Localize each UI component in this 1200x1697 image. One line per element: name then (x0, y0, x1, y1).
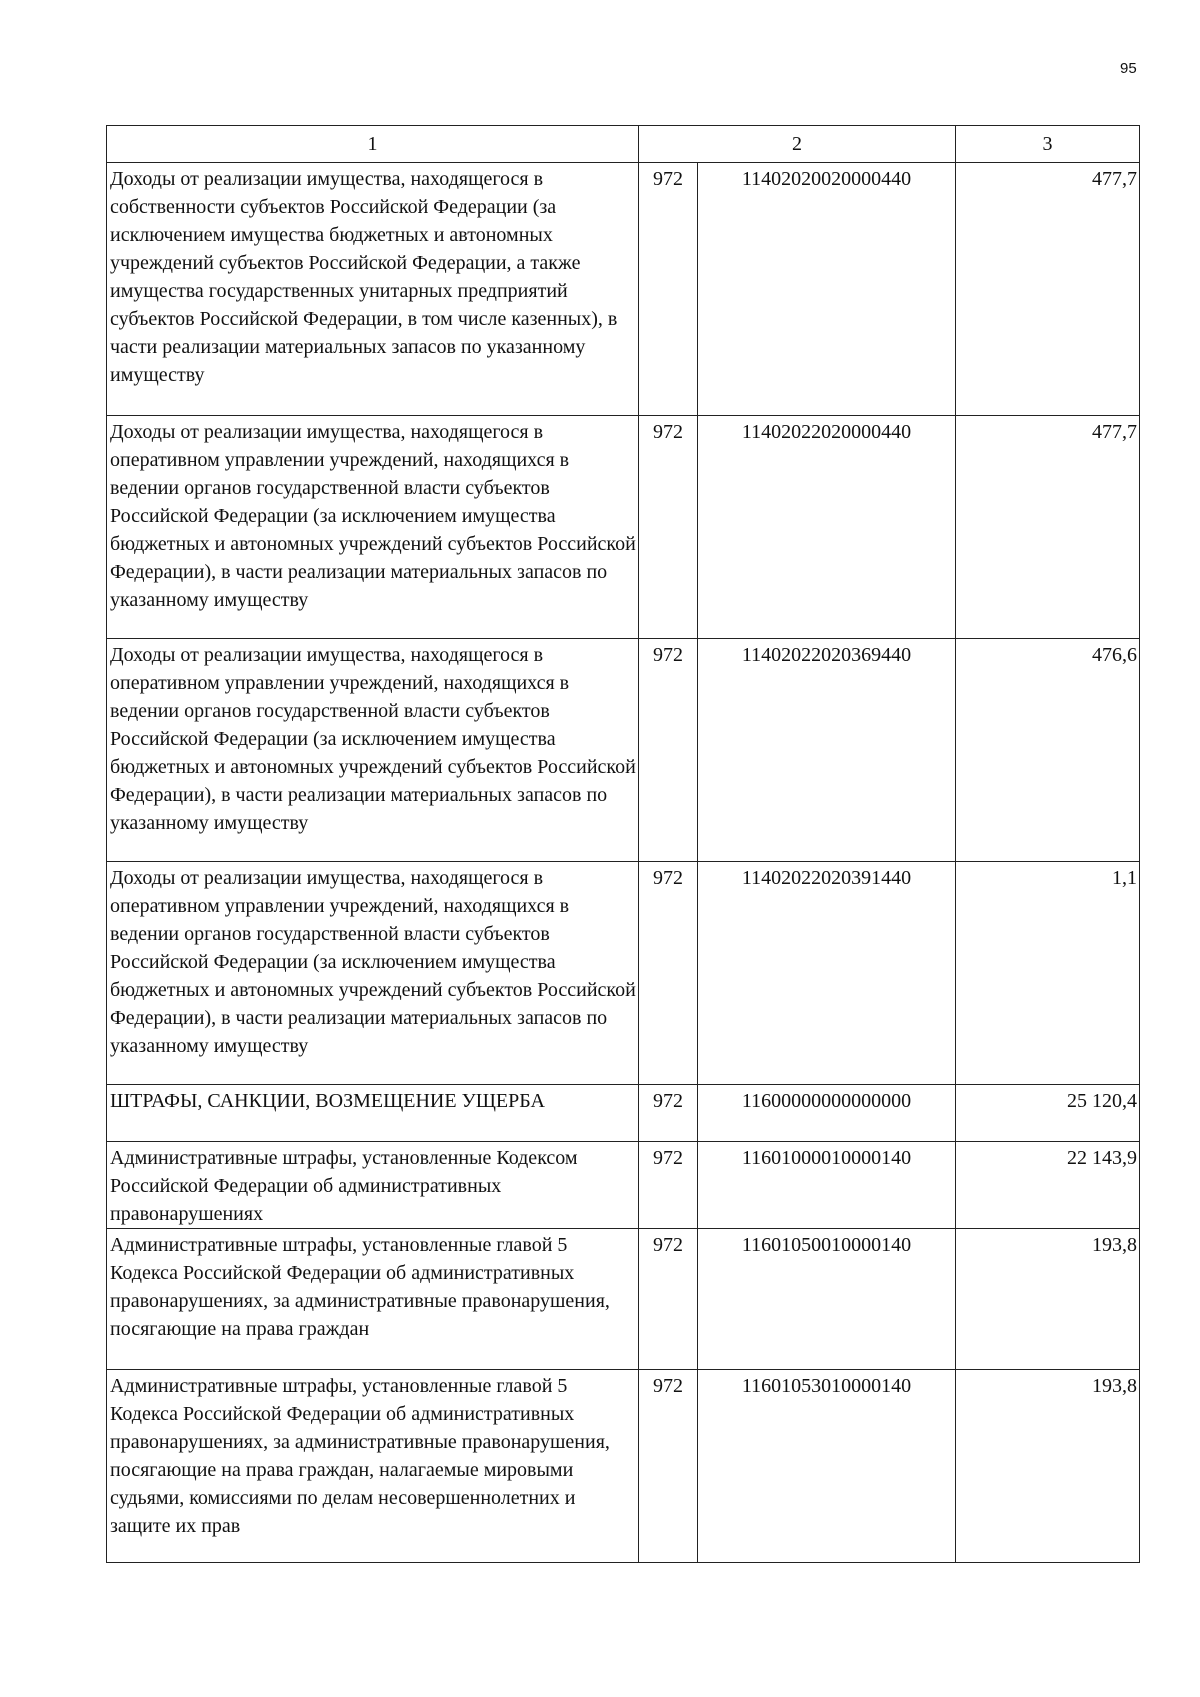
table-row (107, 639, 1140, 862)
row-amount: 476,6 (1092, 644, 1137, 666)
row-admin-cell (639, 416, 698, 639)
row-admin-cell (639, 1085, 698, 1142)
row-amount-cell (956, 1142, 1140, 1229)
row-budget-code: 11402022020000440 (741, 421, 912, 443)
row-name-cell (107, 163, 639, 416)
row-budget-code: 11402020020000440 (741, 168, 912, 190)
row-code-cell (698, 163, 956, 416)
row-budget-code: 11600000000000000 (741, 1090, 912, 1112)
row-admin-code: 972 (653, 1147, 683, 1169)
row-name: Административные штрафы, установленные главой 5 Кодекса Российской Федерации об административных правонарушениях, за административные правонарушения, посягающие на права граждан, налагаемые мировыми судьями, комиссиями по делам несовершеннолетних и защите их прав (110, 1375, 610, 1537)
row-amount-cell (956, 862, 1140, 1085)
table-row (107, 1229, 1140, 1370)
row-amount-cell (956, 1370, 1140, 1563)
row-name: ШТРАФЫ, САНКЦИИ, ВОЗМЕЩЕНИЕ УЩЕРБА (110, 1090, 545, 1112)
row-amount-cell (956, 163, 1140, 416)
row-budget-code: 11402022020369440 (741, 644, 912, 666)
table-row (107, 1085, 1140, 1142)
row-amount: 193,8 (1092, 1234, 1137, 1256)
row-amount-cell (956, 416, 1140, 639)
row-admin-code: 972 (653, 644, 683, 666)
row-budget-code: 11601000010000140 (741, 1147, 912, 1169)
row-budget-code: 11601050010000140 (741, 1234, 912, 1256)
row-name: Административные штрафы, установленные главой 5 Кодекса Российской Федерации об административных правонарушениях, за административные правонарушения, посягающие на права граждан (110, 1234, 610, 1340)
row-admin-code: 972 (653, 1234, 683, 1256)
row-admin-code: 972 (653, 1090, 683, 1112)
budget-table (106, 125, 1140, 1563)
table-row (107, 1142, 1140, 1229)
row-amount: 477,7 (1092, 421, 1137, 443)
row-admin-code: 972 (653, 421, 683, 443)
table-row (107, 163, 1140, 416)
table-row (107, 416, 1140, 639)
row-amount: 1,1 (1112, 867, 1137, 889)
table-row (107, 862, 1140, 1085)
row-code-cell (698, 639, 956, 862)
row-name-cell (107, 1370, 639, 1563)
row-name-cell (107, 1142, 639, 1229)
row-name: Доходы от реализации имущества, находящегося в оперативном управлении учреждений, находящихся в ведении органов государственной власти субъектов Российской Федерации (за исключением имущества бюджетных и автономных учреждений субъектов Российской Федерации), в части реализации материальных запасов по указанному имуществу (110, 644, 636, 834)
header-col-1: 1 (107, 126, 639, 163)
page-number: 95 (1120, 60, 1137, 77)
row-name-cell (107, 1229, 639, 1370)
row-budget-code: 11402022020391440 (741, 867, 912, 889)
row-admin-cell (639, 862, 698, 1085)
row-name: Доходы от реализации имущества, находящегося в оперативном управлении учреждений, находящихся в ведении органов государственной власти субъектов Российской Федерации (за исключением имущества бюджетных и автономных учреждений субъектов Российской Федерации), в части реализации материальных запасов по указанному имуществу (110, 421, 636, 611)
row-code-cell (698, 1142, 956, 1229)
row-admin-cell (639, 639, 698, 862)
row-name-cell (107, 639, 639, 862)
row-amount-cell (956, 639, 1140, 862)
row-name-cell (107, 416, 639, 639)
table-header-row (107, 126, 1140, 163)
row-code-cell (698, 1370, 956, 1563)
row-admin-cell (639, 1229, 698, 1370)
row-name: Доходы от реализации имущества, находящегося в собственности субъектов Российской Федерации (за исключением имущества бюджетных и автономных учреждений субъектов Российской Федерации, а также имущества государственных унитарных предприятий субъектов Российской Федерации, в том числе казенных), в части реализации материальных запасов по указанному имуществу (110, 168, 618, 386)
row-name: Доходы от реализации имущества, находящегося в оперативном управлении учреждений, находящихся в ведении органов государственной власти субъектов Российской Федерации (за исключением имущества бюджетных и автономных учреждений субъектов Российской Федерации), в части реализации материальных запасов по указанному имуществу (110, 867, 636, 1057)
row-amount: 22 143,9 (1067, 1147, 1137, 1169)
row-amount: 193,8 (1092, 1375, 1137, 1397)
table-row (107, 1370, 1140, 1563)
row-admin-code: 972 (653, 867, 683, 889)
row-code-cell (698, 862, 956, 1085)
row-admin-cell (639, 1370, 698, 1563)
row-admin-code: 972 (653, 1375, 683, 1397)
row-code-cell (698, 416, 956, 639)
row-amount-cell (956, 1085, 1140, 1142)
row-name-cell (107, 1085, 639, 1142)
row-name: Административные штрафы, установленные Кодексом Российской Федерации об административных правонарушениях (110, 1147, 578, 1225)
row-code-cell (698, 1229, 956, 1370)
row-admin-cell (639, 163, 698, 416)
row-budget-code: 11601053010000140 (741, 1375, 912, 1397)
row-admin-cell (639, 1142, 698, 1229)
row-name-cell (107, 862, 639, 1085)
row-code-cell (698, 1085, 956, 1142)
row-amount-cell (956, 1229, 1140, 1370)
header-col-2: 2 (639, 126, 956, 163)
row-amount: 25 120,4 (1067, 1090, 1137, 1112)
row-admin-code: 972 (653, 168, 683, 190)
row-amount: 477,7 (1092, 168, 1137, 190)
header-col-3: 3 (956, 126, 1140, 163)
